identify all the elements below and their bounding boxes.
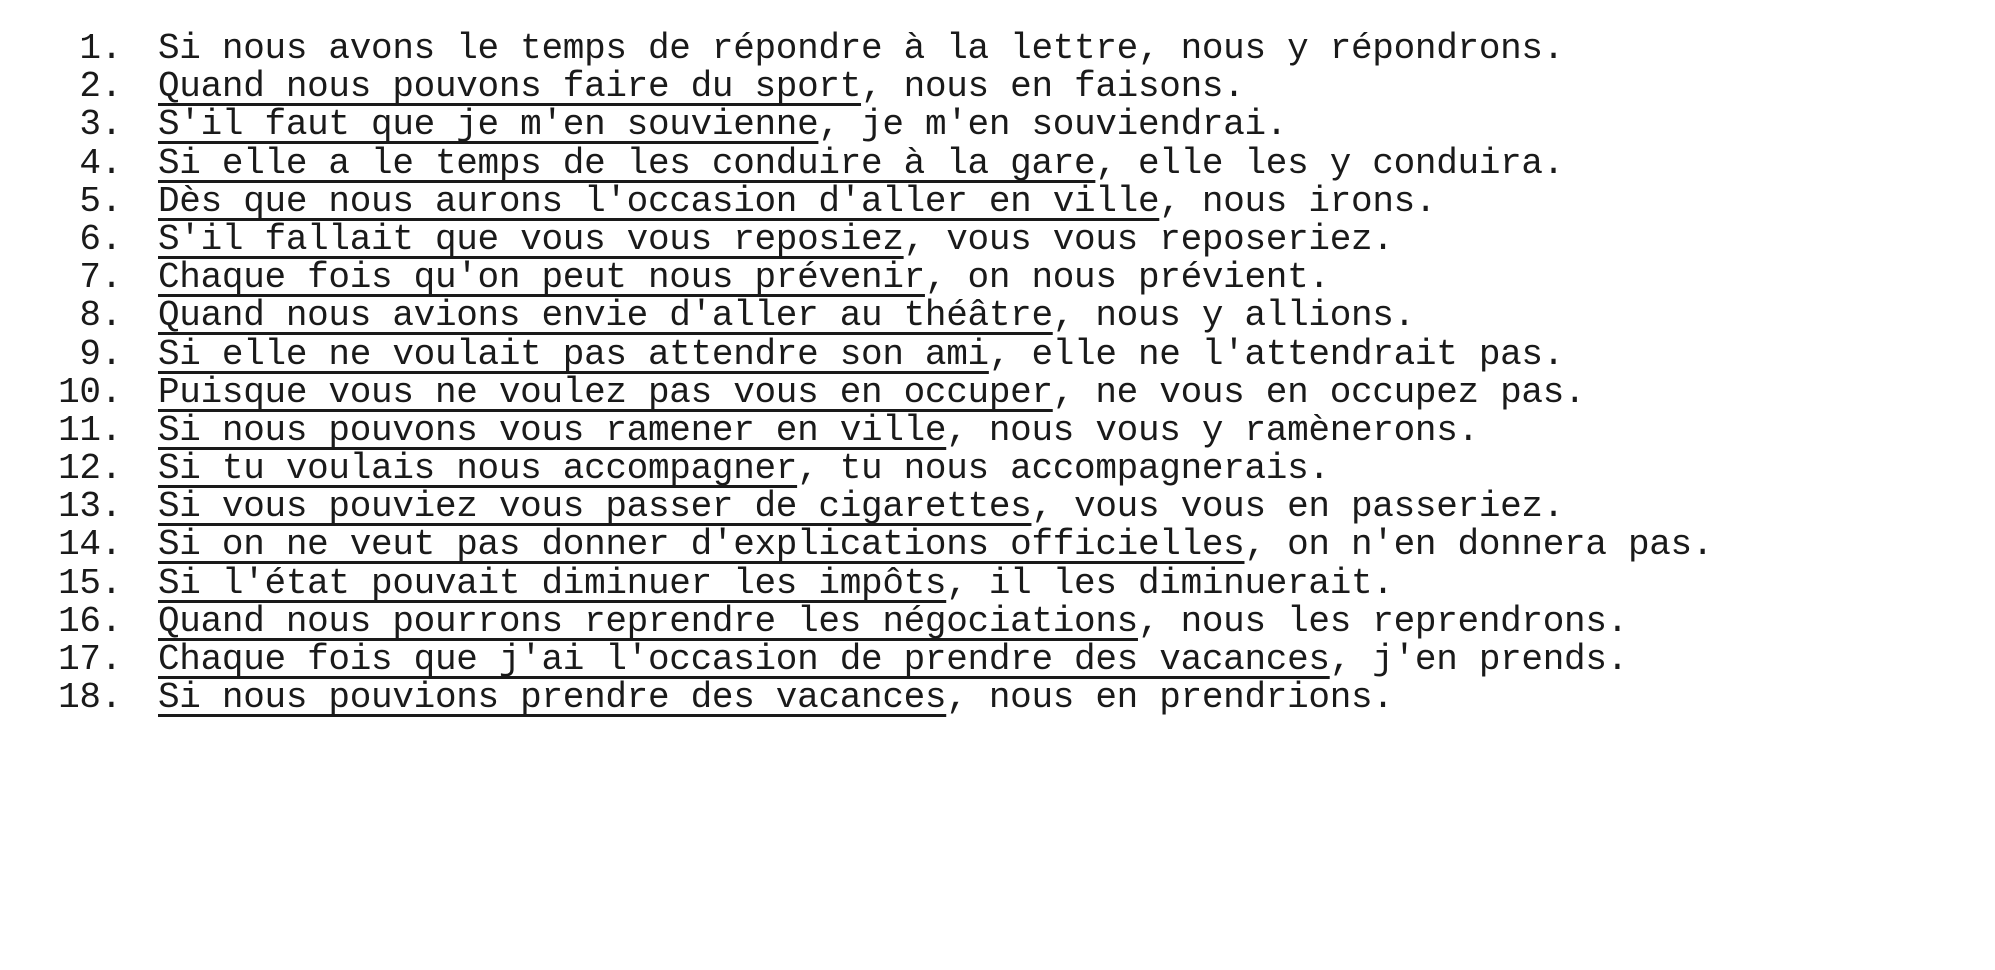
main-clause: , nous en faisons. bbox=[861, 66, 1245, 108]
underlined-clause: Si l'état pouvait diminuer les impôts bbox=[158, 562, 947, 604]
item-number: 14. bbox=[58, 524, 122, 566]
item-number: 11. bbox=[58, 409, 122, 451]
underlined-clause: Si tu voulais nous accompagner bbox=[158, 448, 798, 490]
list-item bbox=[18, 142, 1713, 184]
list-item bbox=[18, 677, 1713, 719]
main-clause: , on n'en donnera pas. bbox=[1244, 524, 1714, 566]
item-number: 8. bbox=[79, 295, 122, 337]
underlined-clause: Si on ne veut pas donner d'explications officielles bbox=[158, 524, 1245, 566]
main-clause: , j'en prends. bbox=[1329, 639, 1628, 680]
underlined-clause: S'il fallait que vous vous reposiez bbox=[158, 218, 904, 260]
list-item bbox=[18, 180, 1713, 222]
main-clause: , je m'en souviendrai. bbox=[818, 104, 1288, 146]
list-item bbox=[18, 448, 1713, 490]
item-number: 16. bbox=[58, 600, 122, 642]
main-clause: , nous irons. bbox=[1159, 180, 1437, 222]
underlined-clause: Quand nous pourrons reprendre les négociations bbox=[158, 600, 1138, 642]
item-number: 13. bbox=[58, 486, 122, 528]
item-number: 1. bbox=[79, 28, 122, 69]
list-item bbox=[18, 409, 1713, 451]
underlined-clause: Si elle ne voulait pas attendre son ami bbox=[158, 333, 989, 375]
list-item bbox=[18, 104, 1713, 146]
underlined-clause: Puisque vous ne voulez pas vous en occuper bbox=[158, 371, 1053, 413]
main-clause: , tu nous accompagnerais. bbox=[797, 448, 1330, 490]
underlined-clause: Quand nous pouvons faire du sport bbox=[158, 66, 862, 108]
underlined-clause: Si nous pouvons vous ramener en ville bbox=[158, 409, 947, 451]
main-clause: , elle les y conduira. bbox=[1095, 142, 1565, 184]
main-clause: , nous en prendrions. bbox=[946, 677, 1394, 719]
main-clause: , elle ne l'attendrait pas. bbox=[988, 333, 1565, 375]
item-number: 12. bbox=[58, 448, 122, 490]
underlined-clause: Quand nous avions envie d'aller au théâtre bbox=[158, 295, 1053, 337]
list-item bbox=[18, 257, 1713, 299]
item-number: 10. bbox=[58, 371, 122, 413]
item-number: 2. bbox=[79, 66, 122, 108]
item-number: 17. bbox=[58, 639, 122, 680]
item-number: 7. bbox=[79, 257, 122, 299]
underlined-clause: Si vous pouviez vous passer de cigarettes bbox=[158, 486, 1032, 528]
underlined-clause: S'il faut que je m'en souvienne bbox=[158, 104, 819, 146]
list-item bbox=[18, 218, 1713, 260]
underlined-clause: Chaque fois qu'on peut nous prévenir bbox=[158, 257, 925, 299]
item-number: 18. bbox=[58, 677, 122, 719]
main-clause: , on nous prévient. bbox=[924, 257, 1330, 299]
list-item bbox=[18, 562, 1713, 604]
list-item bbox=[18, 639, 1713, 680]
list-item bbox=[18, 333, 1713, 375]
item-number: 4. bbox=[79, 142, 122, 184]
item-number: 6. bbox=[79, 218, 122, 260]
underlined-clause: Si nous pouvions prendre des vacances bbox=[158, 677, 947, 719]
sentence-list bbox=[18, 28, 1714, 719]
underlined-clause: Dès que nous aurons l'occasion d'aller en ville bbox=[158, 180, 1160, 222]
main-clause: , il les diminuerait. bbox=[946, 562, 1394, 604]
item-number: 9. bbox=[79, 333, 122, 375]
main-clause: , vous vous reposeriez. bbox=[903, 218, 1394, 260]
list-item bbox=[18, 524, 1714, 566]
main-clause: , nous les reprendrons. bbox=[1137, 600, 1628, 642]
item-number: 3. bbox=[79, 104, 122, 146]
list-item bbox=[18, 66, 1713, 108]
item-number: 5. bbox=[79, 180, 122, 222]
underlined-clause: Chaque fois que j'ai l'occasion de prendre des vacances bbox=[158, 639, 1330, 680]
main-clause: , nous y allions. bbox=[1052, 295, 1415, 337]
list-item bbox=[18, 295, 1713, 337]
list-item bbox=[18, 371, 1713, 413]
main-clause: , vous vous en passeriez. bbox=[1031, 486, 1565, 528]
main-clause: , ne vous en occupez pas. bbox=[1052, 371, 1586, 413]
list-item bbox=[18, 600, 1713, 642]
list-item bbox=[18, 486, 1713, 528]
underlined-clause: Si elle a le temps de les conduire à la gare bbox=[158, 142, 1096, 184]
main-clause: , nous vous y ramènerons. bbox=[946, 409, 1479, 451]
main-clause: Si nous avons le temps de répondre à la lettre, nous y répondrons. bbox=[158, 28, 1565, 69]
list-item bbox=[18, 28, 1713, 69]
item-number: 15. bbox=[58, 562, 122, 604]
